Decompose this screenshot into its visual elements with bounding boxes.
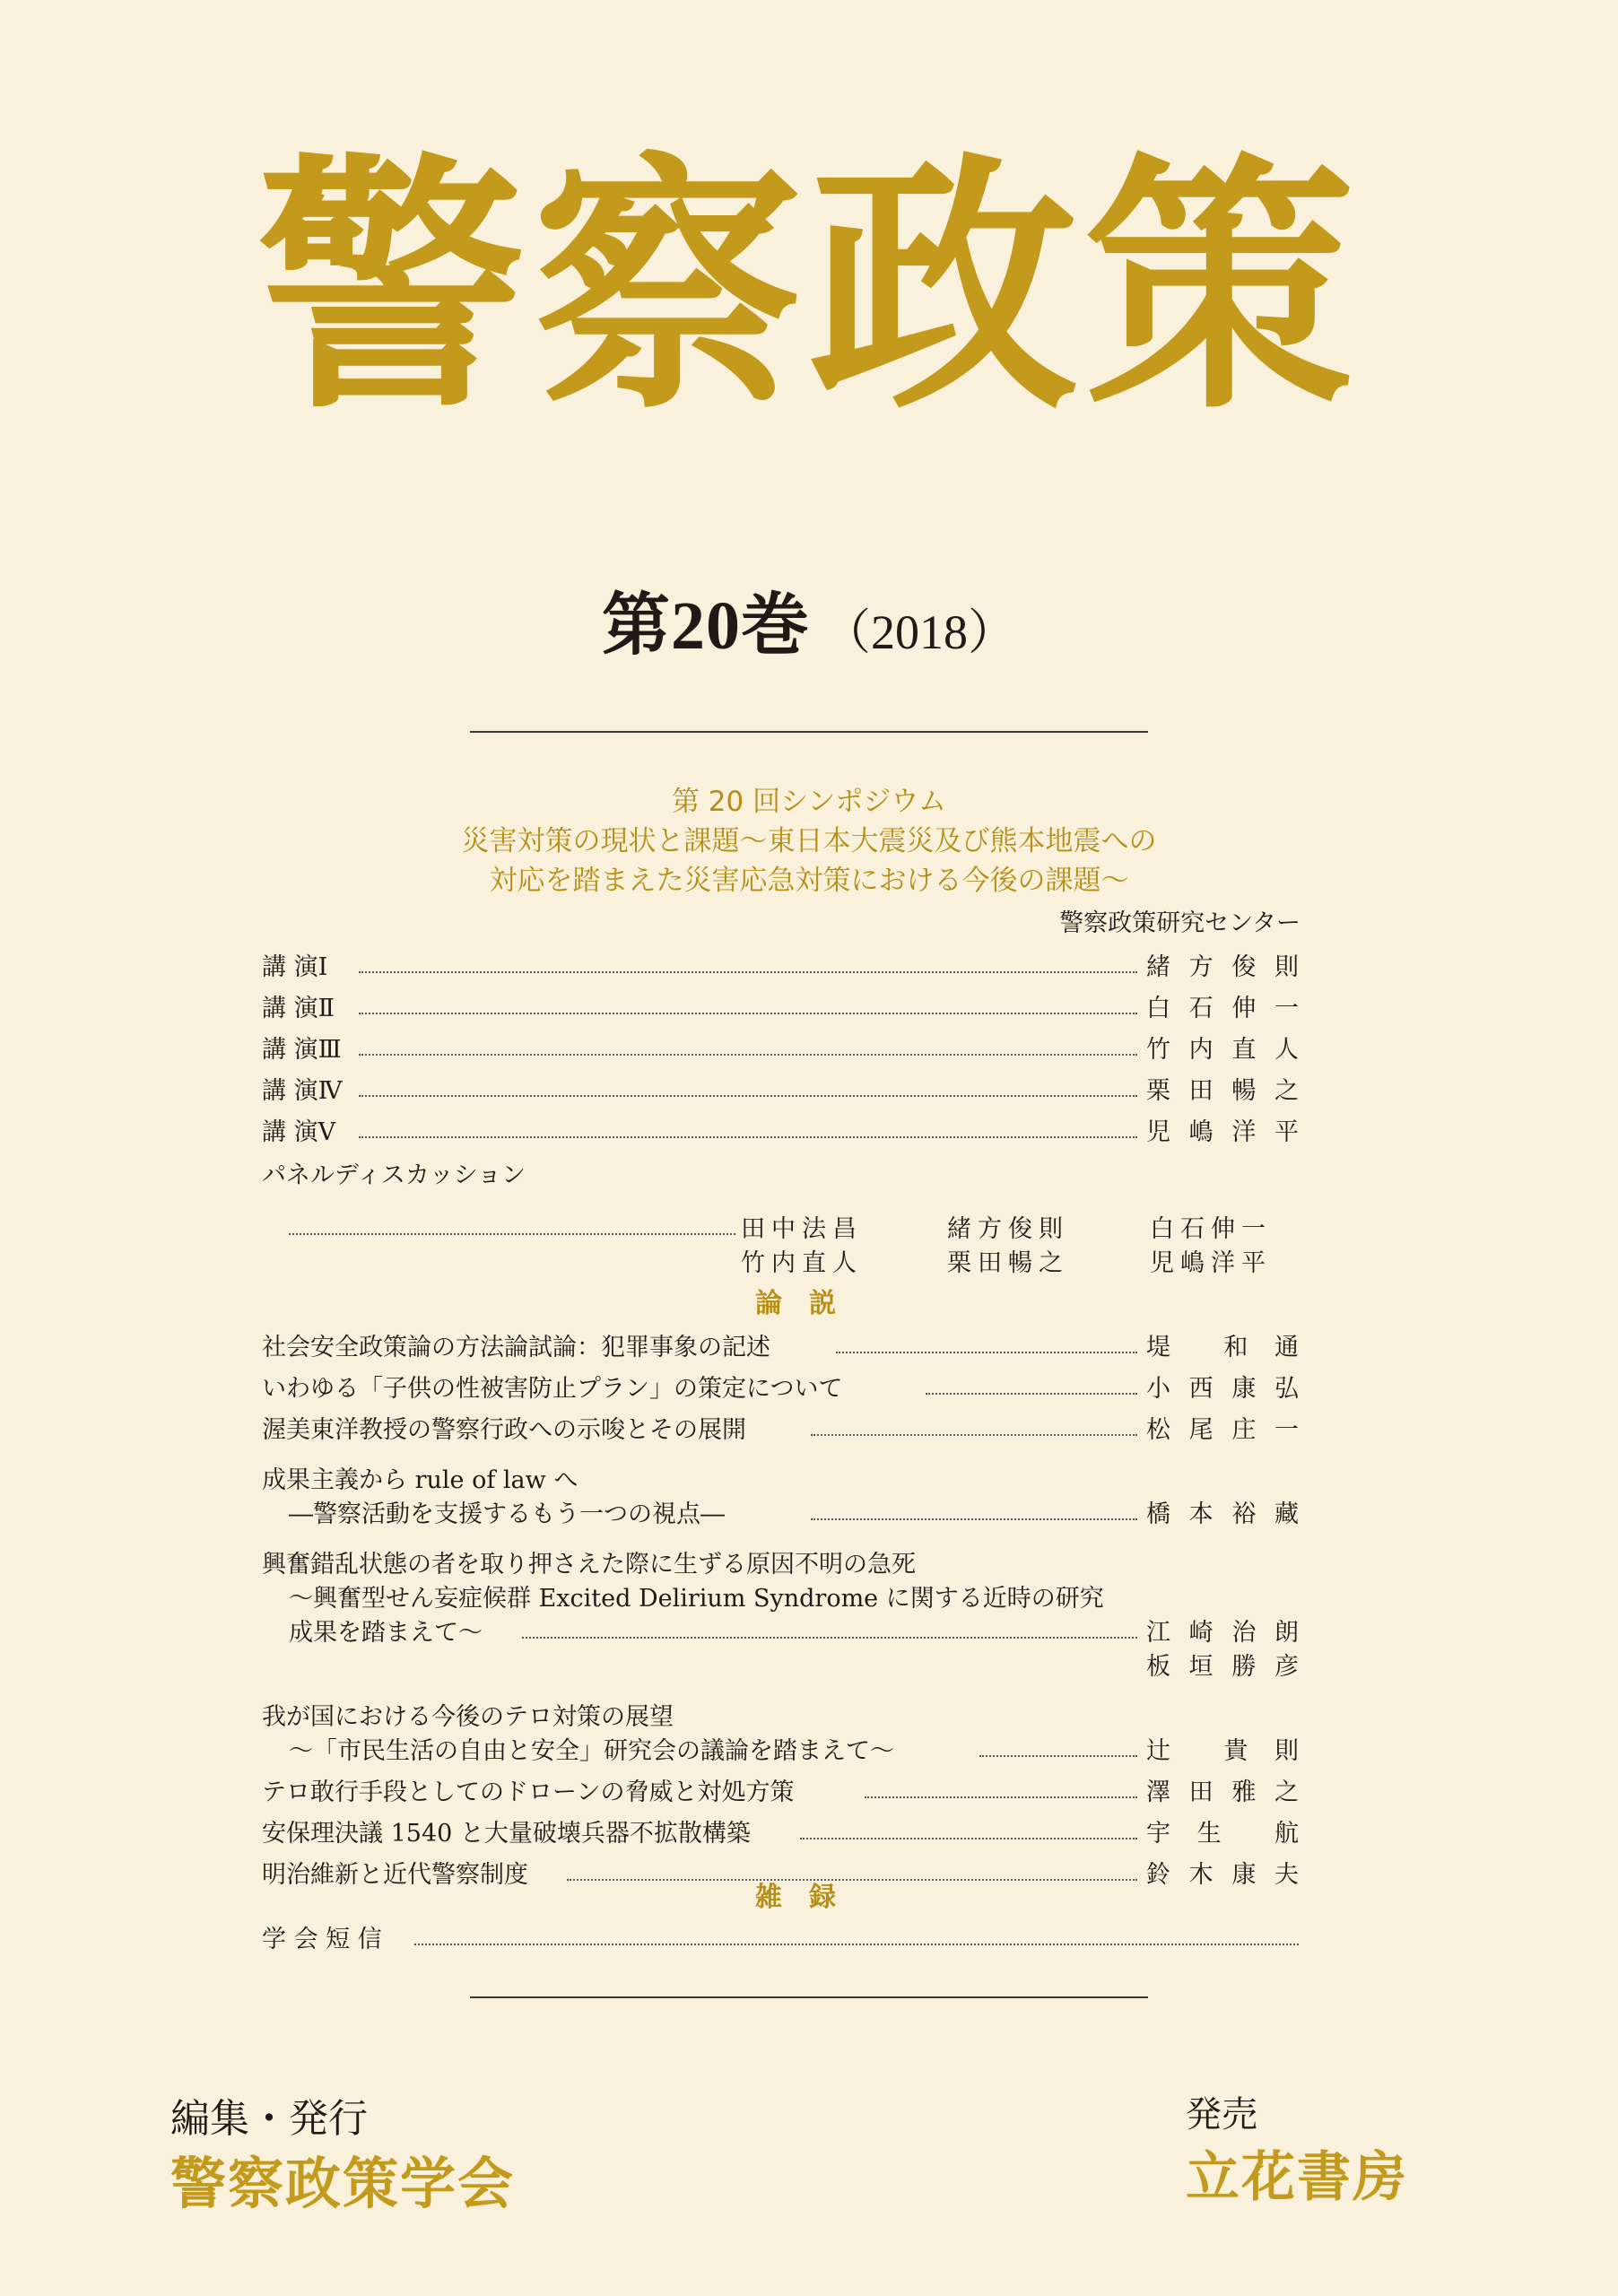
entry-author: 堤 和 通 bbox=[1146, 1334, 1299, 1361]
top-divider bbox=[470, 731, 1148, 733]
entry-title[interactable]: 我が国における今後のテロ対策の展望 bbox=[262, 1703, 674, 1731]
leader-dots bbox=[865, 1796, 1137, 1798]
leader-dots bbox=[522, 1637, 1137, 1639]
panel-member: 緒方俊則 bbox=[947, 1215, 1069, 1243]
leader-dots bbox=[359, 1095, 1137, 1097]
leader-dots bbox=[979, 1755, 1137, 1757]
toc-entry[interactable] bbox=[262, 1074, 1299, 1109]
entry-author: 橋 本 裕 藏 bbox=[1146, 1500, 1299, 1528]
leader-dots bbox=[414, 1944, 1299, 1945]
symposium-organizer: 警察政策研究センター bbox=[1059, 909, 1300, 937]
bottom-divider bbox=[470, 1996, 1148, 1998]
volume-number: 第20巻 bbox=[602, 588, 810, 664]
entry-title: 講 演Ⅰ bbox=[262, 953, 328, 981]
toc-entry[interactable] bbox=[262, 1116, 1299, 1150]
toc-entry[interactable] bbox=[262, 1616, 1299, 1650]
entry-author: 栗 田 暢 之 bbox=[1146, 1077, 1299, 1105]
section-heading-ronsetsu: 論説 bbox=[755, 1288, 863, 1319]
toc-entry[interactable] bbox=[262, 1776, 1299, 1810]
leader-dots bbox=[289, 1233, 735, 1235]
entry-title: 講 演Ⅱ bbox=[262, 995, 335, 1022]
toc-entry[interactable] bbox=[262, 1372, 1299, 1406]
seller-name: 立花書房 bbox=[1186, 2146, 1408, 2209]
entry-title: テロ敢行手段としてのドローンの脅威と対処方策 bbox=[262, 1779, 795, 1806]
entry-title[interactable]: 興奮錯乱状態の者を取り押さえた際に生ずる原因不明の急死 bbox=[262, 1551, 916, 1578]
toc-entry[interactable] bbox=[262, 1817, 1299, 1851]
leader-dots bbox=[359, 1054, 1137, 1056]
entry-author: 竹 内 直 人 bbox=[1146, 1036, 1299, 1064]
toc-entry[interactable] bbox=[262, 1923, 1299, 1957]
leader-dots bbox=[836, 1352, 1137, 1353]
leader-dots bbox=[811, 1434, 1137, 1436]
panel-discussion-label[interactable]: パネルディスカッション bbox=[262, 1161, 526, 1189]
panel-member: 白石伸一 bbox=[1150, 1215, 1272, 1243]
volume-info bbox=[0, 588, 1618, 664]
symposium-title-line1: 災害対策の現状と課題〜東日本大震災及び熊本地震への bbox=[461, 825, 1157, 857]
symposium-heading: 第 20 回シンポジウム bbox=[671, 786, 947, 818]
entry-author: 鈴 木 康 夫 bbox=[1146, 1861, 1299, 1889]
toc-entry[interactable] bbox=[262, 1331, 1299, 1365]
leader-dots bbox=[926, 1393, 1137, 1395]
entry-author: 白 石 伸 一 bbox=[1146, 995, 1299, 1022]
section-heading-zatsuroku: 雑録 bbox=[755, 1882, 863, 1913]
panel-member: 竹内直人 bbox=[741, 1249, 863, 1277]
entry-subtitle: 〜興奮型せん妄症候群 Excited Delirium Syndrome に関する近時の研究 bbox=[289, 1585, 1104, 1613]
toc-entry[interactable] bbox=[262, 951, 1299, 985]
panel-member: 田中法昌 bbox=[741, 1215, 863, 1243]
entry-subtitle: 〜「市民生活の自由と安全」研究会の議論を踏まえて〜 bbox=[289, 1737, 894, 1765]
entry-title: 学 会 短 信 bbox=[262, 1926, 382, 1953]
toc-entry[interactable] bbox=[262, 1498, 1299, 1532]
panel-member: 児嶋洋平 bbox=[1150, 1249, 1272, 1277]
journal-title: 警察政策 bbox=[257, 128, 1361, 445]
entry-subtitle: ―警察活動を支援するもう一つの視点― bbox=[289, 1500, 725, 1528]
entry-author: 宇 生 航 bbox=[1146, 1820, 1299, 1848]
entry-subtitle: 成果を踏まえて〜 bbox=[289, 1619, 483, 1647]
entry-title: 社会安全政策論の方法論試論：犯罪事象の記述 bbox=[262, 1334, 770, 1361]
entry-author: 江 崎 治 朗 bbox=[1146, 1619, 1299, 1647]
entry-title: 安保理決議 1540 と大量破壊兵器不拡散構築 bbox=[262, 1820, 751, 1848]
toc-entry[interactable] bbox=[262, 992, 1299, 1026]
entry-title: 講 演Ⅲ bbox=[262, 1036, 342, 1064]
editor-name: 警察政策学会 bbox=[170, 2151, 516, 2216]
entry-author: 児 嶋 洋 平 bbox=[1146, 1118, 1299, 1146]
entry-title: 講 演Ⅳ bbox=[262, 1077, 343, 1105]
toc-entry-coauthor bbox=[262, 1650, 1299, 1684]
entry-author: 板 垣 勝 彦 bbox=[1146, 1653, 1299, 1681]
leader-dots bbox=[359, 971, 1137, 973]
panel-member: 栗田暢之 bbox=[947, 1249, 1069, 1277]
leader-dots bbox=[800, 1838, 1137, 1839]
entry-title: 渥美東洋教授の警察行政への示唆とその展開 bbox=[262, 1416, 746, 1444]
symposium-title-line2: 対応を踏まえた災害応急対策における今後の課題〜 bbox=[489, 865, 1129, 897]
toc-entry[interactable] bbox=[262, 1413, 1299, 1448]
entry-title: 講 演Ⅴ bbox=[262, 1118, 336, 1146]
leader-dots bbox=[359, 1136, 1137, 1138]
entry-title: 明治維新と近代警察制度 bbox=[262, 1861, 528, 1889]
editor-label: 編集・発行 bbox=[170, 2096, 368, 2142]
entry-title[interactable]: 成果主義から rule of law へ bbox=[262, 1466, 578, 1494]
entry-author: 松 尾 庄 一 bbox=[1146, 1416, 1299, 1444]
entry-title: いわゆる「子供の性被害防止プラン」の策定について bbox=[262, 1375, 843, 1403]
toc-entry[interactable] bbox=[262, 1033, 1299, 1067]
entry-author: 緒 方 俊 則 bbox=[1146, 953, 1299, 981]
leader-dots bbox=[359, 1013, 1137, 1014]
entry-author: 小 西 康 弘 bbox=[1146, 1375, 1299, 1403]
entry-author: 辻 貴 則 bbox=[1146, 1737, 1299, 1765]
volume-year: （2018） bbox=[822, 605, 1016, 659]
leader-dots bbox=[811, 1518, 1137, 1520]
toc-entry[interactable] bbox=[262, 1735, 1299, 1769]
seller-label: 発売 bbox=[1186, 2094, 1257, 2135]
entry-author: 澤 田 雅 之 bbox=[1146, 1779, 1299, 1806]
